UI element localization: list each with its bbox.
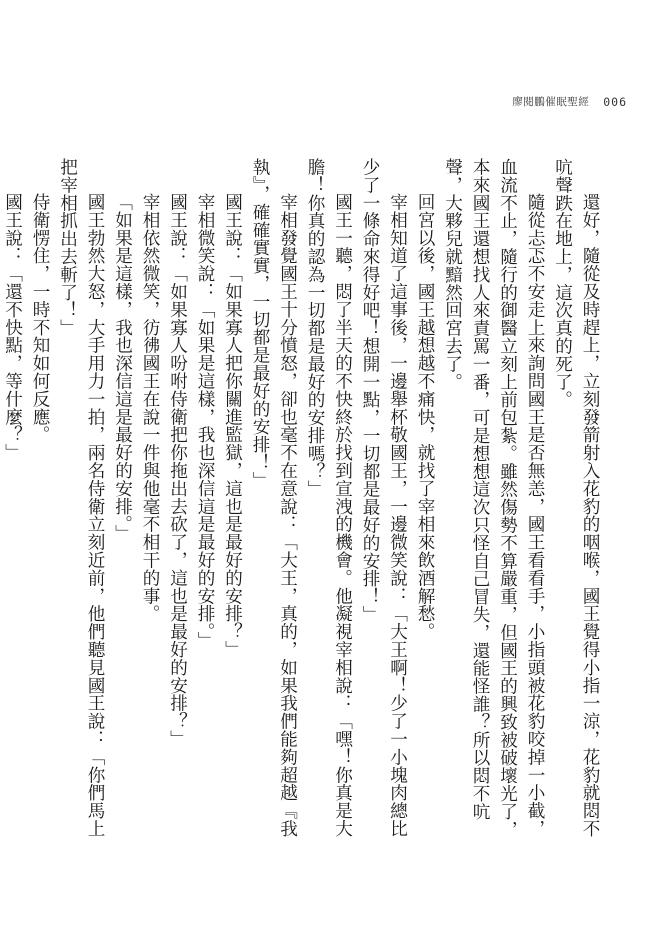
- paragraph: 隨從忐忑不安走上來詢問國王是否無恙，國王看看手，小指頭被花豹咬掉一小截，血流不止，隨行的御醫立刻上前包紮。雖然傷勢不算嚴重，但國王的興致被破壞光了，本來國王還想找人來責罵一番，可是想想這次只怪自己冒失，還能怪誰？所以悶不吭聲，大夥兒就黯然回宮去了。: [442, 158, 545, 839]
- running-header: [512, 94, 627, 109]
- paragraph: 宰相微笑說：「如果是這樣，我也深信這是最好的安排。」: [195, 193, 215, 650]
- paragraph: 「如果是這樣，我也深信這是最好的安排。」: [112, 193, 133, 543]
- book-title: 廖閱鵬催眠聖經: [512, 96, 590, 108]
- paragraph: 國王一聽，悶了半天的不快終於找到宣洩的機會。他凝視宰相說：「嘿！你真是大膽！你真的認為一切都是最好的安排嗎？」: [305, 158, 353, 838]
- paragraph: 國王勃然大怒，大手用力一拍，兩名侍衛立刻近前，他們聽見國王說：「你們馬上把宰相抓出去斬了！」: [57, 158, 105, 838]
- paragraph: 國王說：「如果寡人把你關進監獄，這也是最好的安排？」: [222, 193, 243, 659]
- vertical-body-text: [2, 158, 603, 848]
- paragraph: 侍衛愣住，一時不知如何反應。: [30, 193, 50, 444]
- paragraph: 國王說：「如果寡人吩咐侍衛把你拖出去砍了，這也是最好的安排？」: [167, 193, 188, 749]
- paragraph: 回宮以後，國王越想越不痛快，就找了宰相來飲酒解愁。: [415, 193, 435, 641]
- paragraph: 宰相發覺國王十分憤怒，卻也毫不在意說：「大王，真的，如果我們能夠超越『我執』，確確實實，一切都是最好的安排！」: [250, 158, 298, 838]
- paragraph: 還好，隨從及時趕上，立刻發箭射入花豹的咽喉，國王覺得小指一涼，花豹就悶不吭聲跌在地上，這次真的死了。: [552, 158, 600, 838]
- paragraph: 宰相依然微笑，彷彿國王在說一件與他毫不相干的事。: [140, 193, 160, 623]
- paragraph: 國王說：「還不快點，等什麼？」: [2, 193, 23, 462]
- paragraph: 宰相知道了這事後，一邊舉杯敬國王，一邊微笑說：「大王啊！少了一小塊肉總比少了一條命來得好吧！想開一點，一切都是最好的安排！」: [360, 158, 408, 838]
- page-number: 006: [603, 94, 627, 109]
